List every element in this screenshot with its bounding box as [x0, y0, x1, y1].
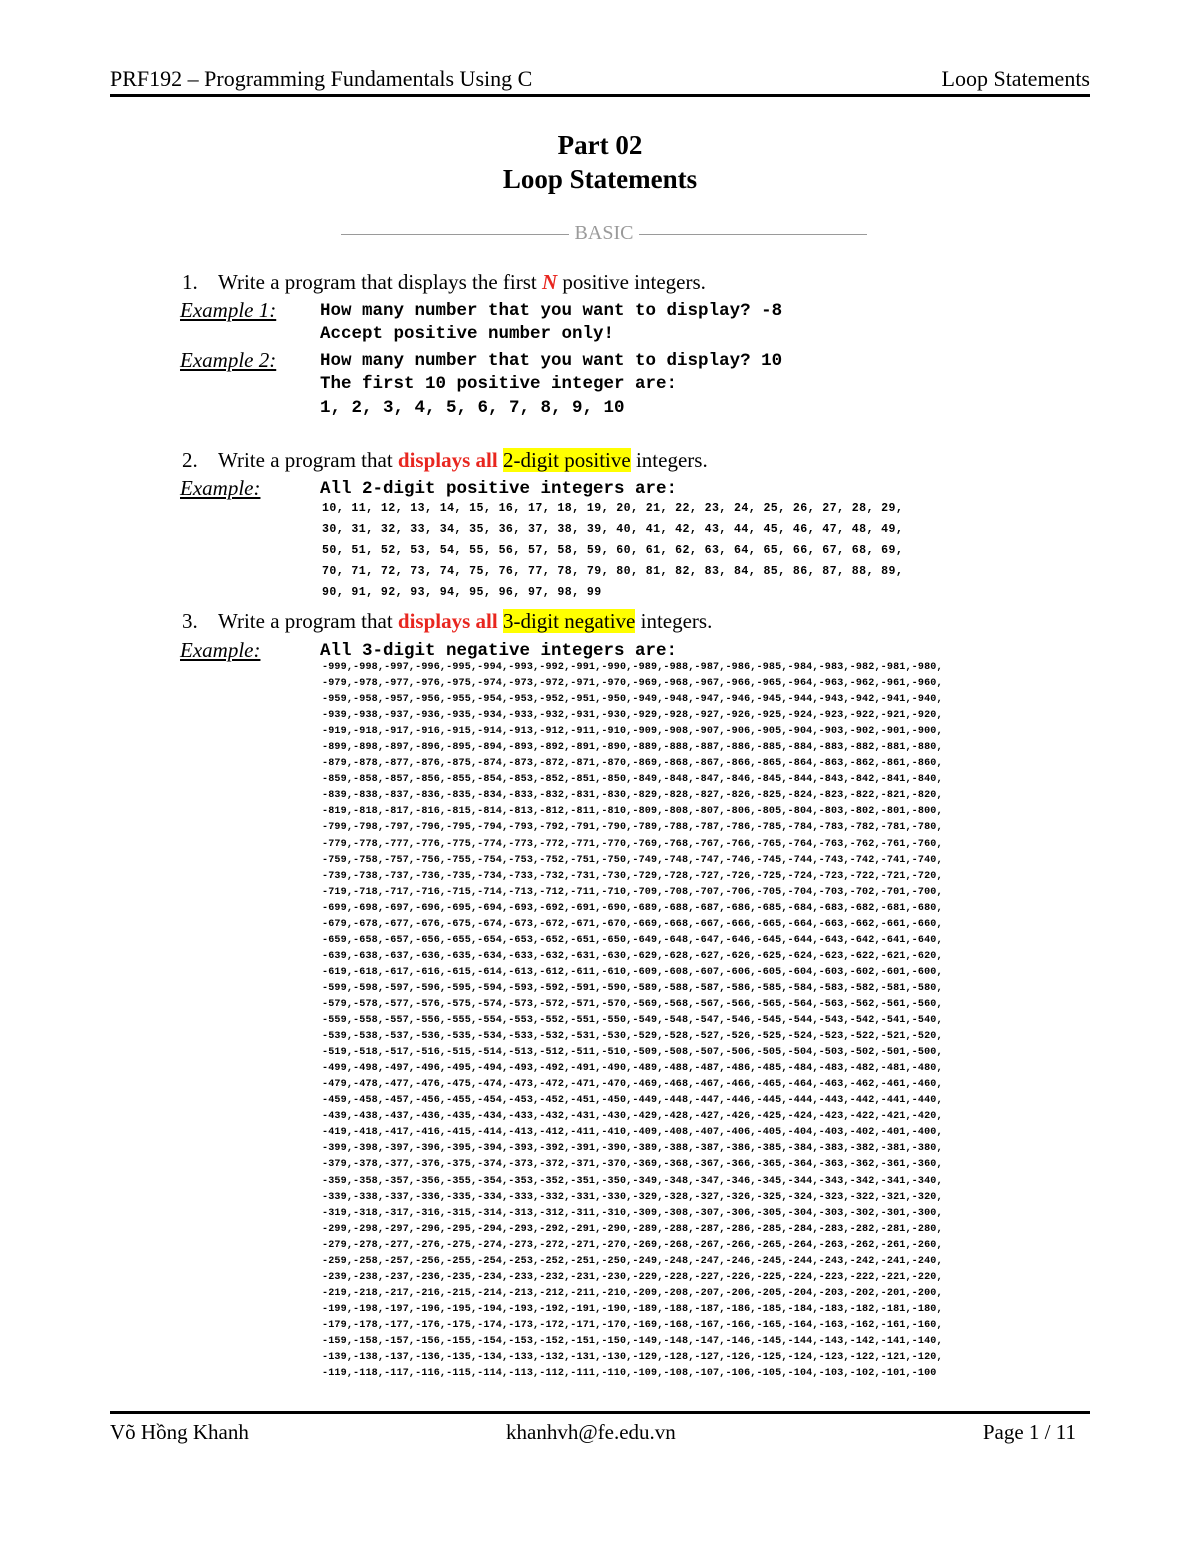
highlighted-text: 2-digit positive [502, 448, 631, 472]
example-output-line: All 2-digit positive integers are: [320, 479, 678, 499]
sequence-line: -699,-698,-697,-696,-695,-694,-693,-692,-691,-690,-689,-688,-687,-686,-685,-684,-683,-682,-681,-680, [322, 902, 943, 914]
page-title: Loop Statements [502, 164, 698, 194]
sequence-line: -839,-838,-837,-836,-835,-834,-833,-832,-831,-830,-829,-828,-827,-826,-825,-824,-823,-822,-821,-820, [322, 790, 943, 802]
example-output-line: How many number that you want to display? 10 [320, 351, 783, 371]
sequence-line: 50, 51, 52, 53, 54, 55, 56, 57, 58, 59, 60, 61, 62, 63, 64, 65, 66, 67, 68, 69, [322, 544, 904, 557]
sequence-line: -919,-918,-917,-916,-915,-914,-913,-912,-911,-910,-909,-908,-907,-906,-905,-904,-903,-902,-901,-900, [322, 726, 943, 738]
sequence-line: -319,-318,-317,-316,-315,-314,-313,-312,-311,-310,-309,-308,-307,-306,-305,-304,-303,-302,-301,-300, [322, 1207, 943, 1219]
sequence-line: -239,-238,-237,-236,-235,-234,-233,-232,-231,-230,-229,-228,-227,-226,-225,-224,-223,-222,-221,-220, [322, 1271, 943, 1283]
sequence-line: -519,-518,-517,-516,-515,-514,-513,-512,-511,-510,-509,-508,-507,-506,-505,-504,-503,-502,-501,-500, [322, 1047, 943, 1059]
footer-email[interactable]: khanhvh@fe.edu.vn [506, 1420, 676, 1444]
header-course: PRF192 – Programming Fundamentals Using C [110, 66, 533, 91]
sequence-line: -479,-478,-477,-476,-475,-474,-473,-472,-471,-470,-469,-468,-467,-466,-465,-464,-463,-462,-461,-460, [322, 1079, 943, 1091]
sequence-line: -599,-598,-597,-596,-595,-594,-593,-592,-591,-590,-589,-588,-587,-586,-585,-584,-583,-582,-581,-580, [322, 982, 943, 994]
example-output-line: How many number that you want to display? -8 [320, 301, 783, 321]
sequence-line: -259,-258,-257,-256,-255,-254,-253,-252,-251,-250,-249,-248,-247,-246,-245,-244,-243,-242,-241,-240, [322, 1255, 943, 1267]
divider-line [341, 234, 569, 235]
question-text-end: positive integers. [557, 270, 706, 294]
question-text: Write a program that [218, 609, 398, 633]
sequence-line: -459,-458,-457,-456,-455,-454,-453,-452,-451,-450,-449,-448,-447,-446,-445,-444,-443,-442,-441,-440, [322, 1095, 943, 1107]
sequence-line: -399,-398,-397,-396,-395,-394,-393,-392,-391,-390,-389,-388,-387,-386,-385,-384,-383,-382,-381,-380, [322, 1143, 943, 1155]
sequence-line: -199,-198,-197,-196,-195,-194,-193,-192,-191,-190,-189,-188,-187,-186,-185,-184,-183,-182,-181,-180, [322, 1303, 943, 1315]
sequence-line: -579,-578,-577,-576,-575,-574,-573,-572,-571,-570,-569,-568,-567,-566,-565,-564,-563,-562,-561,-560, [322, 998, 943, 1010]
sequence-line: -719,-718,-717,-716,-715,-714,-713,-712,-711,-710,-709,-708,-707,-706,-705,-704,-703,-702,-701,-700, [322, 886, 943, 898]
question-text-end: integers. [630, 448, 708, 472]
sequence-line: 70, 71, 72, 73, 74, 75, 76, 77, 78, 79, 80, 81, 82, 83, 84, 85, 86, 87, 88, 89, [322, 565, 904, 578]
sequence-line: -279,-278,-277,-276,-275,-274,-273,-272,-271,-270,-269,-268,-267,-266,-265,-264,-263,-262,-261,-260, [322, 1239, 943, 1251]
question-text-end: integers. [635, 609, 713, 633]
sequence-line: 10, 11, 12, 13, 14, 15, 16, 17, 18, 19, 20, 21, 22, 23, 24, 25, 26, 27, 28, 29, [322, 502, 904, 515]
emphasis-text: displays all [397, 609, 498, 633]
part-title: Part 02 [557, 130, 643, 160]
question-text: Write a program that [218, 448, 398, 472]
sequence-line: -959,-958,-957,-956,-955,-954,-953,-952,-951,-950,-949,-948,-947,-946,-945,-944,-943,-942,-941,-940, [322, 694, 943, 706]
variable-n: N [541, 270, 558, 294]
sequence-line: -779,-778,-777,-776,-775,-774,-773,-772,-771,-770,-769,-768,-767,-766,-765,-764,-763,-762,-761,-760, [322, 838, 943, 850]
sequence-line: -759,-758,-757,-756,-755,-754,-753,-752,-751,-750,-749,-748,-747,-746,-745,-744,-743,-742,-741,-740, [322, 854, 943, 866]
two-digit-sequence [322, 498, 903, 603]
example-label: Example 2: [180, 348, 277, 372]
example-label: Example 1: [180, 298, 277, 322]
question-number: 1. [182, 270, 198, 294]
sequence-line: -499,-498,-497,-496,-495,-494,-493,-492,-491,-490,-489,-488,-487,-486,-485,-484,-483,-482,-481,-480, [322, 1063, 943, 1075]
sequence-line: -339,-338,-337,-336,-335,-334,-333,-332,-331,-330,-329,-328,-327,-326,-325,-324,-323,-322,-321,-320, [322, 1191, 943, 1203]
sequence-line: -559,-558,-557,-556,-555,-554,-553,-552,-551,-550,-549,-548,-547,-546,-545,-544,-543,-542,-541,-540, [322, 1015, 943, 1027]
sequence-line: -419,-418,-417,-416,-415,-414,-413,-412,-411,-410,-409,-408,-407,-406,-405,-404,-403,-402,-401,-400, [322, 1127, 943, 1139]
footer-author: Võ Hồng Khanh [110, 1420, 249, 1444]
sequence-line: -939,-938,-937,-936,-935,-934,-933,-932,-931,-930,-929,-928,-927,-926,-925,-924,-923,-922,-921,-920, [322, 710, 943, 722]
question-text: Write a program that displays the first [218, 270, 542, 294]
page-footer [110, 1411, 1090, 1444]
sequence-line: -619,-618,-617,-616,-615,-614,-613,-612,-611,-610,-609,-608,-607,-606,-605,-604,-603,-602,-601,-600, [322, 966, 943, 978]
example-output-line: 1, 2, 3, 4, 5, 6, 7, 8, 9, 10 [320, 398, 625, 418]
sequence-line: -799,-798,-797,-796,-795,-794,-793,-792,-791,-790,-789,-788,-787,-786,-785,-784,-783,-782,-781,-780, [322, 822, 943, 834]
emphasis-text: displays all [397, 448, 498, 472]
sequence-line: -219,-218,-217,-216,-215,-214,-213,-212,-211,-210,-209,-208,-207,-206,-205,-204,-203,-202,-201,-200, [322, 1287, 943, 1299]
sequence-line: -379,-378,-377,-376,-375,-374,-373,-372,-371,-370,-369,-368,-367,-366,-365,-364,-363,-362,-361,-360, [322, 1159, 943, 1171]
page-header [110, 64, 1090, 97]
sequence-line: -639,-638,-637,-636,-635,-634,-633,-632,-631,-630,-629,-628,-627,-626,-625,-624,-623,-622,-621,-620, [322, 950, 943, 962]
sequence-line: -979,-978,-977,-976,-975,-974,-973,-972,-971,-970,-969,-968,-967,-966,-965,-964,-963,-962,-961,-960, [322, 678, 943, 690]
sequence-line: -899,-898,-897,-896,-895,-894,-893,-892,-891,-890,-889,-888,-887,-886,-885,-884,-883,-882,-881,-880, [322, 742, 943, 754]
example-output-line: All 3-digit negative integers are: [320, 641, 678, 661]
sequence-line: -299,-298,-297,-296,-295,-294,-293,-292,-291,-290,-289,-288,-287,-286,-285,-284,-283,-282,-281,-280, [322, 1223, 943, 1235]
sequence-line: -679,-678,-677,-676,-675,-674,-673,-672,-671,-670,-669,-668,-667,-666,-665,-664,-663,-662,-661,-660, [322, 918, 943, 930]
sequence-line: -139,-138,-137,-136,-135,-134,-133,-132,-131,-130,-129,-128,-127,-126,-125,-124,-123,-122,-121,-120, [322, 1352, 943, 1364]
example-output-line: Accept positive number only! [320, 324, 615, 344]
sequence-line: -119,-118,-117,-116,-115,-114,-113,-112,-111,-110,-109,-108,-107,-106,-105,-104,-103,-102,-101,-100 [322, 1368, 937, 1380]
question-3 [182, 609, 712, 634]
divider-line [639, 234, 867, 235]
question-1 [182, 270, 706, 295]
sequence-line: -859,-858,-857,-856,-855,-854,-853,-852,-851,-850,-849,-848,-847,-846,-845,-844,-843,-842,-841,-840, [322, 774, 943, 786]
sequence-line: -439,-438,-437,-436,-435,-434,-433,-432,-431,-430,-429,-428,-427,-426,-425,-424,-423,-422,-421,-420, [322, 1111, 943, 1123]
highlighted-text: 3-digit negative [502, 609, 636, 633]
example-label: Example: [180, 476, 261, 500]
question-number: 3. [182, 609, 198, 633]
example-label: Example: [180, 638, 261, 662]
three-digit-sequence [322, 660, 943, 1382]
example-output-line: The first 10 positive integer are: [320, 374, 678, 394]
sequence-line: -159,-158,-157,-156,-155,-154,-153,-152,-151,-150,-149,-148,-147,-146,-145,-144,-143,-142,-141,-140, [322, 1335, 943, 1347]
sequence-line: -659,-658,-657,-656,-655,-654,-653,-652,-651,-650,-649,-648,-647,-646,-645,-644,-643,-642,-641,-640, [322, 934, 943, 946]
question-number: 2. [182, 448, 198, 472]
section-divider [328, 222, 880, 245]
sequence-line: -539,-538,-537,-536,-535,-534,-533,-532,-531,-530,-529,-528,-527,-526,-525,-524,-523,-522,-521,-520, [322, 1031, 943, 1043]
sequence-line: -739,-738,-737,-736,-735,-734,-733,-732,-731,-730,-729,-728,-727,-726,-725,-724,-723,-722,-721,-720, [322, 870, 943, 882]
sequence-line: -819,-818,-817,-816,-815,-814,-813,-812,-811,-810,-809,-808,-807,-806,-805,-804,-803,-802,-801,-800, [322, 806, 943, 818]
sequence-line: -179,-178,-177,-176,-175,-174,-173,-172,-171,-170,-169,-168,-167,-166,-165,-164,-163,-162,-161,-160, [322, 1319, 943, 1331]
question-2 [182, 448, 708, 473]
sequence-line: 30, 31, 32, 33, 34, 35, 36, 37, 38, 39, 40, 41, 42, 43, 44, 45, 46, 47, 48, 49, [322, 523, 904, 536]
header-topic: Loop Statements [941, 66, 1090, 91]
footer-page-number: Page 1 / 11 [982, 1420, 1076, 1444]
sequence-line: -999,-998,-997,-996,-995,-994,-993,-992,-991,-990,-989,-988,-987,-986,-985,-984,-983,-982,-981,-980, [322, 662, 943, 673]
sequence-line: 90, 91, 92, 93, 94, 95, 96, 97, 98, 99 [322, 586, 602, 599]
sequence-line: -359,-358,-357,-356,-355,-354,-353,-352,-351,-350,-349,-348,-347,-346,-345,-344,-343,-342,-341,-340, [322, 1175, 943, 1187]
sequence-line: -879,-878,-877,-876,-875,-874,-873,-872,-871,-870,-869,-868,-867,-866,-865,-864,-863,-862,-861,-860, [322, 758, 943, 770]
section-label: BASIC [574, 222, 634, 244]
